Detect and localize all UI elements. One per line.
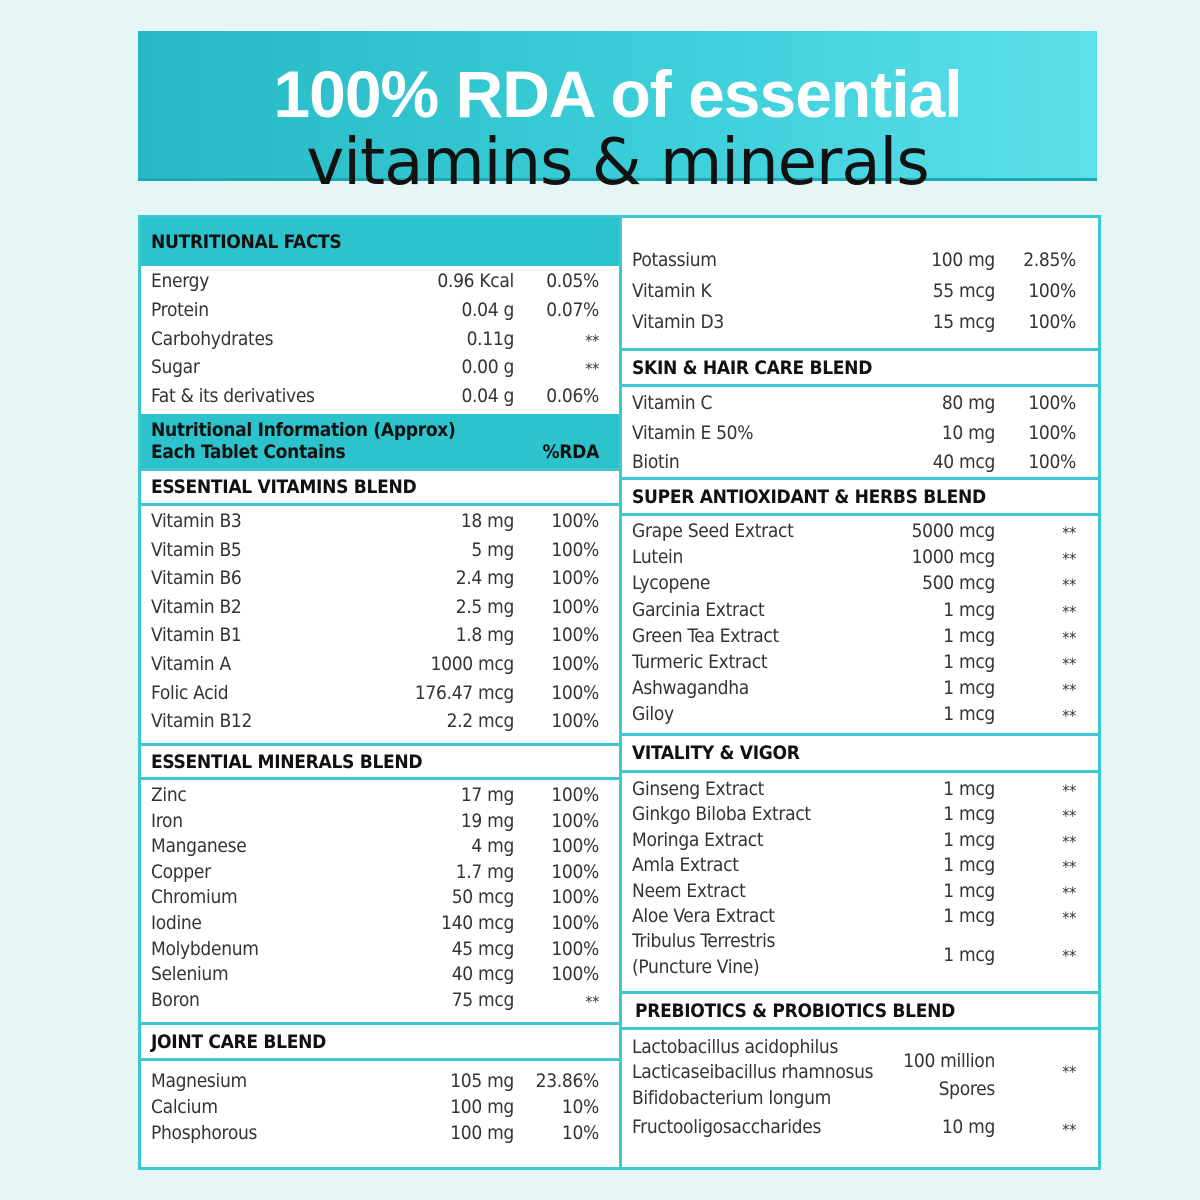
row-amount: 17 mg: [460, 784, 514, 806]
row-name: Fat & its derivatives: [151, 385, 315, 408]
row-rda: **: [1062, 781, 1076, 800]
table-row: [622, 930, 1098, 984]
row-rda: 0.07%: [546, 298, 599, 321]
row-amount: 1 mcg: [943, 598, 995, 621]
vitality-table: [622, 773, 1098, 994]
row-rda: 100%: [551, 710, 599, 733]
row-amount: 105 mg: [450, 1070, 514, 1092]
row-name: Chromium: [151, 886, 238, 909]
row-rda: 100%: [551, 567, 599, 590]
row-name-line2: (Puncture Vine): [632, 956, 760, 978]
row-rda: **: [1062, 831, 1076, 851]
row-amount: 1000 mcg: [430, 653, 514, 675]
row-amount: 40 mcg: [451, 963, 514, 986]
row-amount: 100 million: [903, 1050, 995, 1072]
row-rda: 100%: [551, 835, 599, 858]
row-amount: 0.11g: [466, 327, 514, 350]
row-rda: **: [585, 359, 599, 379]
row-rda: 100%: [551, 784, 599, 806]
row-rda: 100%: [551, 912, 599, 934]
info-header-line2: Each Tablet Contains: [151, 441, 346, 463]
joint-care-table: [141, 1061, 619, 1167]
row-rda: **: [1062, 1120, 1076, 1139]
row-name: Moringa Extract: [632, 828, 764, 851]
nutritional-facts-table: [141, 266, 619, 414]
row-amount: 19 mg: [460, 809, 514, 832]
row-rda: 0.05%: [546, 270, 599, 292]
row-rda: 100%: [551, 595, 599, 618]
row-rda: **: [1062, 857, 1076, 877]
row-name: Aloe Vera Extract: [632, 905, 775, 927]
vitality-title: VITALITY & VIGOR: [622, 736, 1098, 773]
row-name: Lacticaseibacillus rhamnosus: [632, 1061, 874, 1083]
row-rda: 100%: [1028, 392, 1076, 414]
row-amount: 4 mg: [471, 835, 514, 858]
row-amount: 5 mg: [471, 538, 514, 561]
row-name: Garcinia Extract: [632, 598, 765, 621]
row-rda: **: [1062, 806, 1076, 826]
row-amount: 1 mcg: [943, 778, 995, 800]
row-rda: **: [1062, 549, 1076, 569]
row-name: Carbohydrates: [151, 327, 274, 350]
row-amount: 1.7 mg: [455, 860, 514, 883]
row-amount: 176.47 mcg: [414, 681, 514, 704]
row-amount: 0.04 g: [461, 298, 514, 321]
probiotics-table: [622, 1030, 1098, 1167]
row-amount: 50 mcg: [451, 886, 514, 909]
row-name: Biotin: [632, 451, 680, 473]
row-amount: 10 mg: [941, 1116, 995, 1138]
row-name: Vitamin B6: [151, 567, 242, 590]
row-name: Sugar: [151, 356, 200, 379]
row-name: Copper: [151, 860, 211, 883]
row-rda: 100%: [551, 538, 599, 561]
row-rda: 100%: [551, 653, 599, 675]
row-amount: 18 mg: [460, 510, 514, 532]
row-amount: 0.00 g: [461, 356, 514, 379]
row-name: Zinc: [151, 784, 187, 806]
row-amount: 5000 mcg: [911, 520, 995, 542]
row-amount: 1.8 mg: [455, 624, 514, 647]
row-rda: 100%: [551, 510, 599, 532]
row-amount: 80 mg: [941, 392, 995, 414]
row-rda: 100%: [551, 624, 599, 647]
row-name: Tribulus Terrestris: [632, 930, 776, 952]
row-rda: 0.06%: [546, 385, 599, 408]
row-name: Potassium: [632, 249, 717, 271]
row-name: Grape Seed Extract: [632, 520, 794, 542]
row-name: Magnesium: [151, 1070, 247, 1092]
row-name: Protein: [151, 298, 209, 321]
row-amount: 10 mg: [941, 421, 995, 444]
row-rda: **: [585, 991, 599, 1011]
row-name: Vitamin K: [632, 280, 712, 302]
right-panel: [619, 215, 1101, 1170]
row-name: Turmeric Extract: [632, 651, 768, 673]
row-amount: 0.96 Kcal: [437, 270, 514, 292]
row-rda: **: [1062, 882, 1076, 902]
row-name: Lycopene: [632, 572, 711, 595]
joint-care-title: JOINT CARE BLEND: [141, 1025, 619, 1061]
row-rda: 100%: [551, 886, 599, 909]
row-name: Manganese: [151, 835, 247, 858]
antioxidant-table: [622, 516, 1098, 736]
row-rda: 100%: [1028, 451, 1076, 473]
row-rda: **: [1062, 706, 1076, 726]
left-panel: [138, 215, 622, 1170]
row-rda: 100%: [551, 809, 599, 832]
row-amount: 2.4 mg: [455, 567, 514, 590]
row-rda: **: [1062, 601, 1076, 621]
row-name: Giloy: [632, 703, 674, 726]
row-name: Ginkgo Biloba Extract: [632, 803, 811, 826]
row-rda: **: [585, 330, 599, 350]
row-rda: **: [1062, 1062, 1076, 1081]
row-name: Iodine: [151, 912, 202, 934]
row-rda: 100%: [551, 963, 599, 986]
probiotics-title: PREBIOTICS & PROBIOTICS BLEND: [622, 994, 1098, 1030]
row-amount: 1 mcg: [943, 624, 995, 647]
row-name: Iron: [151, 809, 183, 832]
skin-hair-title: SKIN & HAIR CARE BLEND: [622, 351, 1098, 387]
row-rda: 100%: [551, 681, 599, 704]
row-amount: 1 mcg: [943, 879, 995, 902]
row-name: Vitamin C: [632, 392, 713, 414]
row-amount: 140 mcg: [441, 912, 514, 934]
row-name: Vitamin D3: [632, 311, 724, 333]
row-name: Neem Extract: [632, 879, 746, 902]
banner-title-line2: vitamins & minerals: [306, 126, 929, 200]
row-rda: 100%: [1028, 280, 1076, 302]
row-name: Calcium: [151, 1096, 218, 1118]
row-amount: 15 mcg: [932, 311, 995, 333]
row-name: Vitamin A: [151, 653, 231, 675]
row-amount: 100 mg: [450, 1096, 514, 1118]
row-rda: **: [1062, 946, 1076, 965]
row-name: Green Tea Extract: [632, 624, 779, 647]
row-amount: 2.5 mg: [455, 595, 514, 618]
row-rda: **: [1062, 680, 1076, 700]
row-name: Selenium: [151, 963, 229, 986]
row-amount: 1 mcg: [943, 651, 995, 673]
row-rda: **: [1062, 523, 1076, 542]
row-amount: 1 mcg: [943, 677, 995, 700]
row-name: Lutein: [632, 546, 684, 569]
header-banner: [138, 31, 1097, 200]
row-rda: **: [1062, 654, 1076, 673]
row-amount: 500 mcg: [922, 572, 995, 595]
row-amount: 1 mcg: [943, 803, 995, 826]
vitamins-blend-title: ESSENTIAL VITAMINS BLEND: [141, 468, 619, 506]
row-rda: **: [1062, 627, 1076, 647]
row-rda: 10%: [561, 1096, 599, 1118]
minerals-blend-title: ESSENTIAL MINERALS BLEND: [141, 746, 619, 780]
row-amount: 2.2 mcg: [446, 710, 514, 733]
row-rda: 100%: [551, 937, 599, 960]
row-amount: 1 mcg: [943, 854, 995, 877]
row-amount: 1 mcg: [943, 828, 995, 851]
nutritional-info-header: [141, 414, 619, 468]
antioxidant-title: SUPER ANTIOXIDANT & HERBS BLEND: [622, 480, 1098, 516]
row-name: Molybdenum: [151, 937, 259, 960]
row-amount: 1 mcg: [943, 944, 995, 966]
row-rda: 10%: [561, 1122, 599, 1144]
vitamins-blend-table: [141, 506, 619, 746]
row-rda: 2.85%: [1023, 249, 1076, 271]
skin-hair-table: [622, 387, 1098, 480]
row-amount: 0.04 g: [461, 385, 514, 408]
row-amount: 55 mcg: [932, 280, 995, 302]
info-header-line1: Nutritional Information (Approx): [151, 419, 456, 441]
row-amount: 45 mcg: [451, 937, 514, 960]
row-rda: 100%: [1028, 421, 1076, 444]
row-amount: 100 mg: [931, 249, 995, 271]
row-amount: 1000 mcg: [911, 546, 995, 569]
row-rda: 23.86%: [535, 1070, 599, 1092]
row-name: Phosphorous: [151, 1122, 258, 1144]
row-name: Fructooligosaccharides: [632, 1116, 822, 1138]
row-name: Vitamin B12: [151, 710, 253, 733]
rda-column-label: %RDA: [542, 441, 599, 463]
row-rda: **: [1062, 908, 1076, 927]
row-name: Folic Acid: [151, 681, 229, 704]
row-name: Energy: [151, 270, 210, 292]
row-name: Boron: [151, 988, 200, 1011]
row-name: Lactobacillus acidophilus: [632, 1036, 839, 1058]
top-minerals-table: [622, 218, 1098, 351]
row-amount-line2: Spores: [938, 1078, 995, 1100]
minerals-blend-table: [141, 780, 619, 1025]
row-rda: 100%: [1028, 311, 1076, 333]
row-amount: 100 mg: [450, 1122, 514, 1144]
row-name: Vitamin B5: [151, 538, 242, 561]
row-amount: 1 mcg: [943, 905, 995, 927]
banner-title-line1: 100% RDA of essential: [273, 57, 962, 131]
row-name: Vitamin B2: [151, 595, 242, 618]
row-amount: 75 mcg: [451, 988, 514, 1011]
row-rda: **: [1062, 575, 1076, 595]
row-amount: 1 mcg: [943, 703, 995, 726]
row-name: Ginseng Extract: [632, 778, 765, 800]
row-name: Amla Extract: [632, 854, 739, 877]
row-name: Vitamin B3: [151, 510, 242, 532]
row-name: Bifidobacterium longum: [632, 1087, 831, 1109]
row-rda: 100%: [551, 860, 599, 883]
row-name: Vitamin B1: [151, 624, 242, 647]
row-name: Ashwagandha: [632, 677, 749, 700]
row-name: Vitamin E 50%: [632, 421, 754, 444]
nutritional-facts-title: NUTRITIONAL FACTS: [141, 218, 619, 266]
row-amount: 40 mcg: [932, 451, 995, 473]
